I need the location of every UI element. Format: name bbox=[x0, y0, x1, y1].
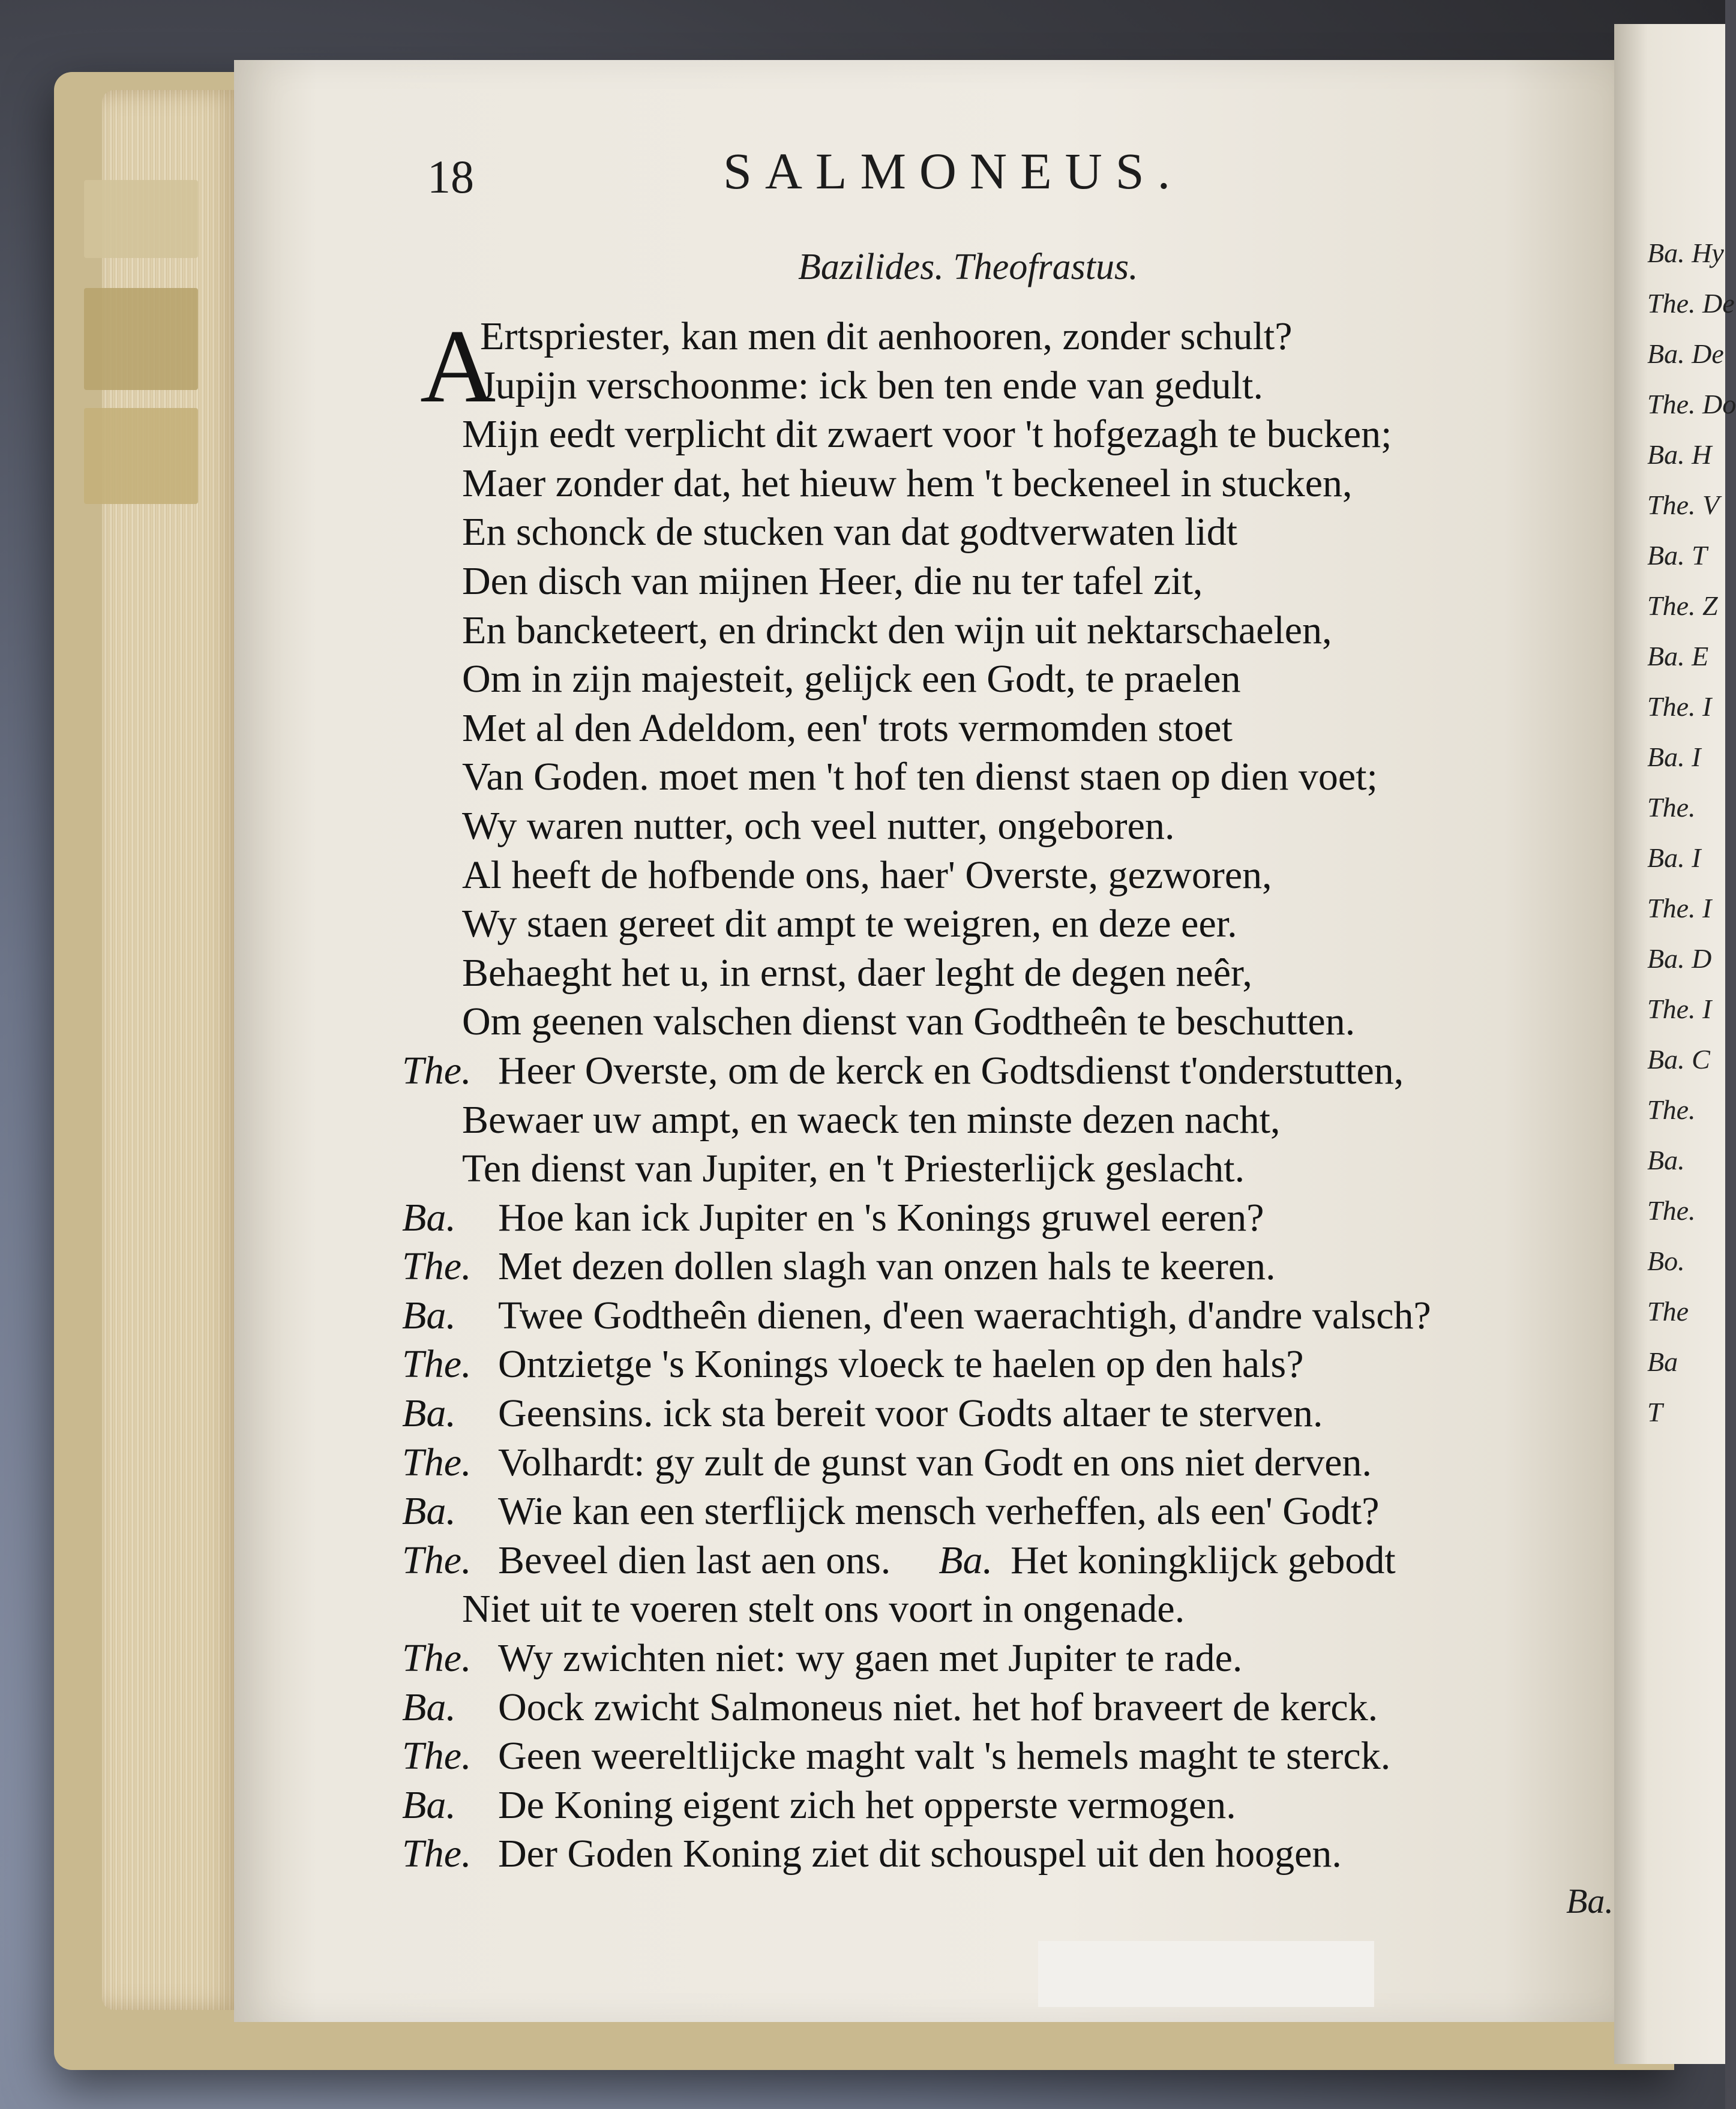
line-text-part: Van Goden. moet men 't hof ten dienst staen op dien voet; bbox=[462, 755, 1378, 799]
facing-margin-line: T bbox=[1647, 1397, 1663, 1427]
facing-margin-line: The. Z bbox=[1647, 590, 1718, 621]
line-text bbox=[462, 1096, 1280, 1145]
speaker-label: Ba. bbox=[402, 1195, 456, 1240]
facing-margin-line: Ba. E bbox=[1647, 641, 1709, 671]
facing-margin-line: The. V bbox=[1647, 490, 1720, 520]
line-text-part: Wy staen gereet dit ampt te weigren, en deze eer. bbox=[462, 902, 1237, 946]
line-text bbox=[498, 1634, 1242, 1683]
verse-line bbox=[390, 1144, 1620, 1193]
line-text-part: Niet uit te voeren stelt ons voort in ongenade. bbox=[462, 1587, 1185, 1631]
line-text bbox=[462, 851, 1272, 900]
line-text bbox=[498, 1781, 1236, 1830]
verse-line bbox=[390, 1242, 1620, 1291]
line-text bbox=[498, 1389, 1323, 1438]
line-text bbox=[462, 1585, 1185, 1634]
verse-line bbox=[390, 1096, 1620, 1145]
line-text bbox=[480, 361, 1263, 410]
line-text-part: Om geenen valschen dienst van Godtheên te beschutten. bbox=[462, 1000, 1356, 1044]
speaker-label: Ba. bbox=[402, 1783, 456, 1827]
verse-line bbox=[390, 1634, 1620, 1683]
line-text bbox=[498, 1829, 1342, 1879]
line-text-part: Der Goden Koning ziet dit schouspel uit den hoogen. bbox=[498, 1832, 1342, 1876]
verse-line bbox=[390, 1438, 1620, 1487]
verse-line bbox=[390, 1781, 1620, 1830]
verse-line bbox=[390, 949, 1620, 998]
line-text-part: Ten dienst van Jupiter, en 't Priesterlijck geslacht. bbox=[462, 1147, 1245, 1191]
line-text-part: Twee Godtheên dienen, d'een waerachtigh, d'andre valsch? bbox=[498, 1293, 1431, 1337]
line-text bbox=[480, 312, 1293, 361]
speaker-label: Ba. bbox=[402, 1391, 456, 1436]
facing-margin-line: Ba. D bbox=[1647, 943, 1712, 974]
speaker-label: Ba. bbox=[402, 1293, 456, 1337]
facing-margin-line: The. I bbox=[1647, 994, 1712, 1024]
line-text-part: Het koningklijck gebodt bbox=[1011, 1538, 1396, 1582]
line-text-part: Wy zwichten niet: wy gaen met Jupiter te rade. bbox=[498, 1636, 1243, 1681]
line-text bbox=[462, 1144, 1245, 1193]
verse-line bbox=[390, 1683, 1620, 1732]
label-patch bbox=[1038, 1941, 1374, 2007]
line-text-part: Ontzietge 's Konings vloeck te haelen op den hals? bbox=[498, 1342, 1304, 1387]
facing-margin-line: The. I bbox=[1647, 691, 1712, 722]
line-text-part: Oock zwicht Salmoneus niet. het hof braveert de kerck. bbox=[498, 1685, 1378, 1729]
speaker-label: The. bbox=[402, 1636, 472, 1681]
verse-line bbox=[390, 1829, 1620, 1879]
line-text-part: Mijn eedt verplicht dit zwaert voor 't hofgezagh te bucken; bbox=[462, 412, 1392, 457]
verse-line bbox=[390, 1340, 1620, 1389]
facing-margin-line: Ba. T bbox=[1647, 540, 1707, 571]
bookmark-tab bbox=[84, 288, 198, 390]
facing-margin-line: Ba. I bbox=[1647, 842, 1701, 873]
page-number: 18 bbox=[427, 151, 474, 203]
facing-margin-line: Ba. I bbox=[1647, 742, 1701, 772]
line-text-part: Den disch van mijnen Heer, die nu ter tafel zit, bbox=[462, 559, 1203, 603]
line-text-part: Met al den Adeldom, een' trots vermomden stoet bbox=[462, 706, 1233, 750]
facing-margin-line: The. bbox=[1647, 792, 1696, 823]
line-text-part: Om in zijn majesteit, gelijck een Godt, te praelen bbox=[462, 657, 1241, 701]
line-text-part: Met dezen dollen slagh van onzen hals te keeren. bbox=[498, 1244, 1276, 1289]
verse-text bbox=[390, 308, 1620, 1879]
line-text bbox=[462, 752, 1378, 802]
line-text-part: En schonck de stucken van dat godtverwaten lidt bbox=[462, 510, 1238, 554]
facing-margin-line: Bo. bbox=[1647, 1246, 1685, 1276]
line-text bbox=[462, 899, 1237, 949]
verse-line bbox=[390, 1487, 1620, 1536]
line-text bbox=[462, 410, 1392, 459]
speaker-label: Ba. bbox=[402, 1685, 456, 1729]
line-text bbox=[462, 949, 1252, 998]
verse-line bbox=[390, 1046, 1620, 1096]
line-text bbox=[498, 1340, 1304, 1389]
verse-line bbox=[390, 851, 1620, 900]
facing-margin-line: The. bbox=[1647, 1195, 1696, 1226]
verse-line bbox=[390, 802, 1620, 851]
speaker-label: The. bbox=[402, 1538, 472, 1582]
running-title: SALMONEUS. bbox=[723, 142, 1184, 200]
speaker-label: The. bbox=[402, 1342, 472, 1387]
facing-margin-line: The. I bbox=[1647, 893, 1712, 923]
drop-cap: A bbox=[420, 308, 496, 424]
bookmark-tab bbox=[84, 180, 198, 258]
line-text bbox=[498, 1438, 1372, 1487]
verse-line bbox=[390, 557, 1620, 606]
line-text-part: En bancketeert, en drinckt den wijn uit nektarschaelen, bbox=[462, 608, 1332, 652]
line-text-part: Wie kan een sterflijck mensch verheffen, als een' Godt? bbox=[498, 1489, 1380, 1534]
line-text bbox=[462, 655, 1241, 704]
line-text bbox=[498, 1683, 1378, 1732]
line-text bbox=[462, 802, 1174, 851]
facing-margin-line: Ba. C bbox=[1647, 1044, 1710, 1075]
facing-margin-line: Ba. H bbox=[1647, 439, 1712, 470]
verse-line bbox=[390, 508, 1620, 557]
verse-line bbox=[390, 312, 1620, 361]
verse-line bbox=[390, 1536, 1620, 1585]
facing-margin-line: Ba. bbox=[1647, 1145, 1685, 1175]
speaker-label: The. bbox=[402, 1244, 472, 1289]
line-text-part: Ertspriester, kan men dit aenhooren, zonder schult? bbox=[480, 314, 1293, 358]
verse-line bbox=[390, 606, 1620, 655]
line-text bbox=[498, 1732, 1390, 1781]
line-text bbox=[498, 1291, 1431, 1340]
line-text bbox=[498, 1242, 1276, 1291]
facing-margin-line: The. bbox=[1647, 1094, 1696, 1125]
speaker-label: The. bbox=[402, 1832, 472, 1876]
verse-line bbox=[390, 459, 1620, 508]
line-text-part: Al heeft de hofbende ons, haer' Overste, gezworen, bbox=[462, 853, 1272, 897]
verse-line bbox=[390, 655, 1620, 704]
line-text bbox=[498, 1193, 1264, 1243]
verse-line bbox=[390, 899, 1620, 949]
facing-page-margin-text bbox=[1647, 228, 1736, 1438]
verse-line bbox=[390, 997, 1620, 1046]
line-text-part: Hoe kan ick Jupiter en 's Konings gruwel eeren? bbox=[498, 1195, 1264, 1240]
facing-margin-line: The. Do bbox=[1647, 389, 1736, 419]
speaker-label: The. bbox=[402, 1048, 472, 1093]
verse-line bbox=[390, 1732, 1620, 1781]
line-text-part: Geen weereltlijcke maght valt 's hemels maght te sterck. bbox=[498, 1734, 1391, 1778]
speaker-label: Ba. bbox=[939, 1538, 993, 1582]
line-text-part: Maer zonder dat, het hieuw hem 't beckeneel in stucken, bbox=[462, 461, 1353, 505]
verse-line bbox=[390, 752, 1620, 802]
line-text-part: Heer Overste, om de kerck en Godtsdienst t'onderstutten, bbox=[498, 1048, 1404, 1093]
line-text bbox=[462, 704, 1233, 753]
line-text bbox=[462, 557, 1203, 606]
line-text-part: Beveel dien last aen ons. bbox=[498, 1538, 891, 1582]
verse-line bbox=[390, 1585, 1620, 1634]
speaker-label: The. bbox=[402, 1440, 472, 1484]
line-text-part: Geensins. ick sta bereit voor Godts altaer te sterven. bbox=[498, 1391, 1323, 1436]
line-text-part: Wy waren nutter, och veel nutter, ongeboren. bbox=[462, 803, 1175, 848]
facing-margin-line: Ba. De bbox=[1647, 338, 1724, 369]
line-text-part: Jupijn verschoonme: ick ben ten ende van gedult. bbox=[480, 363, 1263, 407]
facing-margin-line: Ba bbox=[1647, 1346, 1678, 1377]
verse-line bbox=[390, 1389, 1620, 1438]
speakers-heading: Bazilides. Theofrastus. bbox=[798, 247, 1138, 287]
speaker-label: The. bbox=[402, 1734, 472, 1778]
verse-line bbox=[390, 410, 1620, 459]
line-text bbox=[498, 1046, 1404, 1096]
bookmark-tab bbox=[84, 408, 198, 504]
facing-margin-line: The. De bbox=[1647, 288, 1735, 319]
verse-line bbox=[390, 1291, 1620, 1340]
facing-margin-line: The bbox=[1647, 1296, 1689, 1327]
line-text bbox=[462, 606, 1332, 655]
verse-line bbox=[390, 361, 1620, 410]
verse-line bbox=[390, 704, 1620, 753]
line-text-part: Behaeght het u, in ernst, daer leght de degen neêr, bbox=[462, 950, 1252, 995]
verse-line bbox=[390, 1193, 1620, 1243]
line-text bbox=[462, 997, 1355, 1046]
line-text-part: Volhardt: gy zult de gunst van Godt en ons niet derven. bbox=[498, 1440, 1372, 1484]
line-text bbox=[498, 1536, 1396, 1585]
catchword: Ba. bbox=[1566, 1882, 1614, 1921]
line-text bbox=[498, 1487, 1380, 1536]
line-text-part: Bewaer uw ampt, en waeck ten minste dezen nacht, bbox=[462, 1097, 1281, 1142]
line-text bbox=[462, 459, 1353, 508]
line-text bbox=[462, 508, 1237, 557]
facing-margin-line: Ba. Hy bbox=[1647, 238, 1724, 268]
line-text-part: De Koning eigent zich het opperste vermogen. bbox=[498, 1783, 1236, 1827]
speaker-label: Ba. bbox=[402, 1489, 456, 1534]
